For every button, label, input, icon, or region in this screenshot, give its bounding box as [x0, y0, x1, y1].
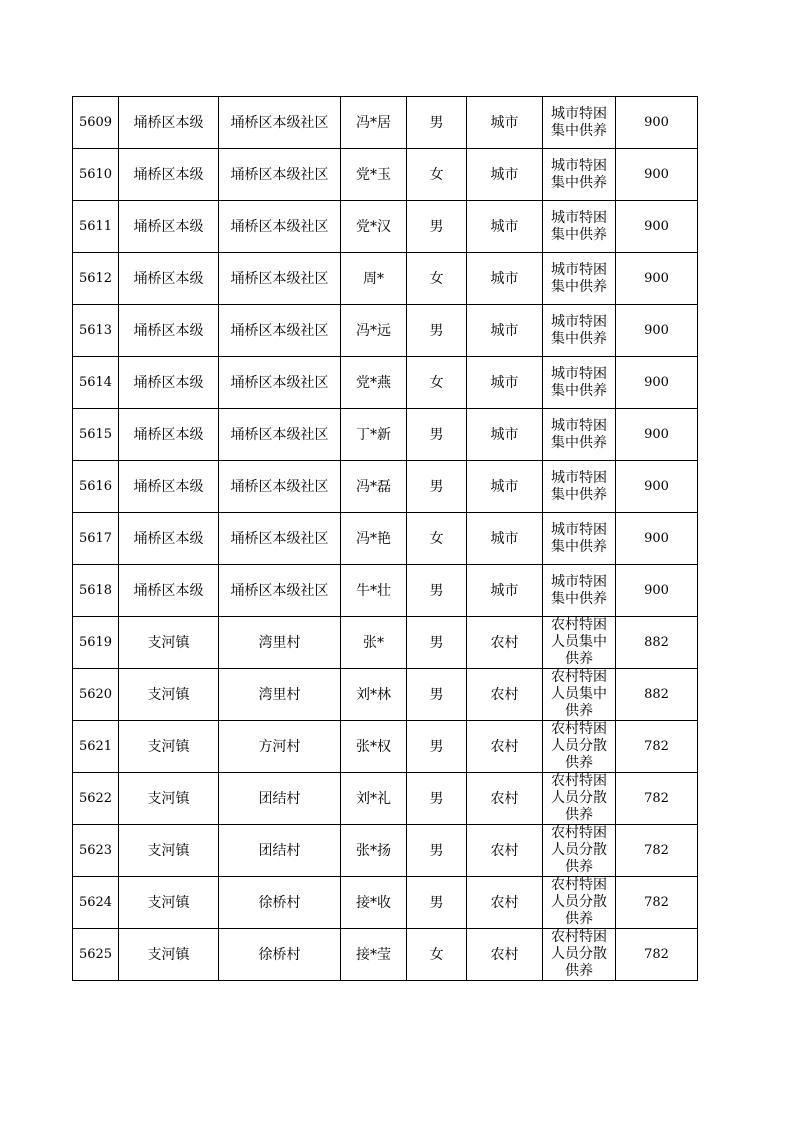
cell-village: 埇桥区本级社区 — [219, 97, 341, 149]
support-type-text: 城市特困集中供养 — [551, 157, 607, 191]
table-row — [73, 97, 698, 149]
cell-gender: 男 — [407, 409, 467, 461]
support-type-text: 城市特困集中供养 — [551, 209, 607, 243]
cell-gender: 男 — [407, 825, 467, 877]
cell-name: 冯*居 — [341, 97, 407, 149]
cell-gender: 女 — [407, 929, 467, 981]
cell-number: 5625 — [73, 929, 119, 981]
cell-village: 湾里村 — [219, 617, 341, 669]
cell-village: 埇桥区本级社区 — [219, 201, 341, 253]
cell-name: 刘*林 — [341, 669, 407, 721]
support-type-text: 农村特困人员集中供养 — [551, 669, 607, 719]
cell-town: 埇桥区本级 — [119, 357, 219, 409]
cell-village: 埇桥区本级社区 — [219, 461, 341, 513]
cell-support-type — [543, 201, 616, 253]
cell-gender: 男 — [407, 305, 467, 357]
cell-support-type — [543, 565, 616, 617]
cell-name: 冯*磊 — [341, 461, 407, 513]
support-type-text: 农村特困人员分散供养 — [551, 877, 607, 927]
cell-support-type — [543, 617, 616, 669]
cell-town: 支河镇 — [119, 617, 219, 669]
cell-village: 徐桥村 — [219, 877, 341, 929]
cell-area: 农村 — [467, 877, 543, 929]
cell-amount: 900 — [616, 357, 698, 409]
table-row — [73, 513, 698, 565]
cell-name: 接*收 — [341, 877, 407, 929]
cell-gender: 女 — [407, 357, 467, 409]
cell-support-type — [543, 513, 616, 565]
cell-town: 支河镇 — [119, 721, 219, 773]
cell-gender: 男 — [407, 565, 467, 617]
cell-support-type — [543, 409, 616, 461]
cell-town: 埇桥区本级 — [119, 253, 219, 305]
cell-village: 埇桥区本级社区 — [219, 357, 341, 409]
table-row — [73, 565, 698, 617]
cell-name: 接*莹 — [341, 929, 407, 981]
cell-amount: 900 — [616, 461, 698, 513]
cell-town: 支河镇 — [119, 669, 219, 721]
cell-number: 5611 — [73, 201, 119, 253]
support-type-text: 城市特困集中供养 — [551, 469, 607, 503]
cell-number: 5612 — [73, 253, 119, 305]
cell-area: 农村 — [467, 773, 543, 825]
cell-number: 5613 — [73, 305, 119, 357]
cell-gender: 男 — [407, 773, 467, 825]
table-row — [73, 253, 698, 305]
cell-area: 城市 — [467, 201, 543, 253]
cell-amount: 782 — [616, 825, 698, 877]
cell-town: 埇桥区本级 — [119, 149, 219, 201]
cell-village: 湾里村 — [219, 669, 341, 721]
cell-support-type — [543, 669, 616, 721]
support-type-text: 城市特困集中供养 — [551, 573, 607, 607]
cell-number: 5617 — [73, 513, 119, 565]
support-type-text: 农村特困人员分散供养 — [551, 825, 607, 875]
cell-area: 城市 — [467, 565, 543, 617]
table-row — [73, 773, 698, 825]
cell-gender: 男 — [407, 201, 467, 253]
cell-village: 团结村 — [219, 825, 341, 877]
cell-amount: 782 — [616, 929, 698, 981]
cell-area: 农村 — [467, 721, 543, 773]
cell-support-type — [543, 461, 616, 513]
cell-amount: 900 — [616, 253, 698, 305]
support-type-text: 农村特困人员分散供养 — [551, 721, 607, 771]
cell-gender: 男 — [407, 721, 467, 773]
cell-village: 埇桥区本级社区 — [219, 305, 341, 357]
cell-area: 城市 — [467, 305, 543, 357]
cell-number: 5620 — [73, 669, 119, 721]
cell-town: 埇桥区本级 — [119, 97, 219, 149]
support-type-text: 城市特困集中供养 — [551, 313, 607, 347]
table-row — [73, 825, 698, 877]
table-row — [73, 721, 698, 773]
table-row — [73, 409, 698, 461]
cell-town: 支河镇 — [119, 825, 219, 877]
cell-gender: 女 — [407, 513, 467, 565]
cell-name: 党*燕 — [341, 357, 407, 409]
cell-area: 城市 — [467, 149, 543, 201]
cell-amount: 900 — [616, 513, 698, 565]
cell-number: 5609 — [73, 97, 119, 149]
table-row — [73, 617, 698, 669]
cell-name: 张*权 — [341, 721, 407, 773]
cell-area: 农村 — [467, 669, 543, 721]
cell-gender: 男 — [407, 877, 467, 929]
table-row — [73, 149, 698, 201]
cell-amount: 900 — [616, 565, 698, 617]
cell-area: 城市 — [467, 513, 543, 565]
cell-amount: 900 — [616, 409, 698, 461]
cell-name: 周* — [341, 253, 407, 305]
table-row — [73, 877, 698, 929]
cell-area: 城市 — [467, 409, 543, 461]
support-type-text: 城市特困集中供养 — [551, 105, 607, 139]
cell-name: 张*扬 — [341, 825, 407, 877]
cell-village: 埇桥区本级社区 — [219, 409, 341, 461]
cell-name: 冯*艳 — [341, 513, 407, 565]
cell-town: 支河镇 — [119, 929, 219, 981]
cell-amount: 782 — [616, 721, 698, 773]
support-type-text: 城市特困集中供养 — [551, 521, 607, 555]
cell-area: 城市 — [467, 253, 543, 305]
cell-number: 5616 — [73, 461, 119, 513]
cell-village: 方河村 — [219, 721, 341, 773]
cell-name: 党*玉 — [341, 149, 407, 201]
cell-number: 5621 — [73, 721, 119, 773]
cell-amount: 900 — [616, 97, 698, 149]
cell-support-type — [543, 877, 616, 929]
cell-support-type — [543, 357, 616, 409]
cell-area: 城市 — [467, 357, 543, 409]
cell-amount: 900 — [616, 201, 698, 253]
cell-number: 5610 — [73, 149, 119, 201]
cell-number: 5624 — [73, 877, 119, 929]
cell-area: 农村 — [467, 929, 543, 981]
cell-town: 埇桥区本级 — [119, 201, 219, 253]
cell-name: 牛*壮 — [341, 565, 407, 617]
cell-support-type — [543, 305, 616, 357]
cell-name: 党*汉 — [341, 201, 407, 253]
cell-town: 埇桥区本级 — [119, 305, 219, 357]
cell-amount: 900 — [616, 149, 698, 201]
cell-name: 冯*远 — [341, 305, 407, 357]
cell-support-type — [543, 721, 616, 773]
table-row — [73, 669, 698, 721]
table-body — [73, 97, 698, 981]
cell-town: 埇桥区本级 — [119, 461, 219, 513]
cell-number: 5622 — [73, 773, 119, 825]
cell-gender: 男 — [407, 617, 467, 669]
support-type-text: 城市特困集中供养 — [551, 365, 607, 399]
cell-amount: 882 — [616, 617, 698, 669]
cell-number: 5614 — [73, 357, 119, 409]
cell-amount: 882 — [616, 669, 698, 721]
cell-support-type — [543, 929, 616, 981]
cell-number: 5615 — [73, 409, 119, 461]
cell-gender: 男 — [407, 669, 467, 721]
cell-area: 城市 — [467, 461, 543, 513]
cell-support-type — [543, 97, 616, 149]
cell-gender: 女 — [407, 253, 467, 305]
support-type-text: 城市特困集中供养 — [551, 417, 607, 451]
cell-area: 农村 — [467, 825, 543, 877]
cell-village: 埇桥区本级社区 — [219, 513, 341, 565]
cell-village: 团结村 — [219, 773, 341, 825]
cell-amount: 782 — [616, 773, 698, 825]
cell-village: 埇桥区本级社区 — [219, 253, 341, 305]
cell-gender: 女 — [407, 149, 467, 201]
cell-number: 5623 — [73, 825, 119, 877]
cell-number: 5618 — [73, 565, 119, 617]
cell-support-type — [543, 149, 616, 201]
cell-town: 支河镇 — [119, 773, 219, 825]
cell-name: 丁*新 — [341, 409, 407, 461]
cell-area: 城市 — [467, 97, 543, 149]
cell-amount: 900 — [616, 305, 698, 357]
cell-number: 5619 — [73, 617, 119, 669]
cell-town: 支河镇 — [119, 877, 219, 929]
table-row — [73, 201, 698, 253]
cell-name: 张* — [341, 617, 407, 669]
cell-support-type — [543, 253, 616, 305]
cell-gender: 男 — [407, 461, 467, 513]
cell-support-type — [543, 825, 616, 877]
table-row — [73, 461, 698, 513]
cell-village: 埇桥区本级社区 — [219, 149, 341, 201]
cell-town: 埇桥区本级 — [119, 409, 219, 461]
cell-area: 农村 — [467, 617, 543, 669]
cell-town: 埇桥区本级 — [119, 565, 219, 617]
cell-village: 埇桥区本级社区 — [219, 565, 341, 617]
support-type-text: 城市特困集中供养 — [551, 261, 607, 295]
relief-roster-table — [72, 96, 698, 981]
support-type-text: 农村特困人员分散供养 — [551, 929, 607, 979]
cell-amount: 782 — [616, 877, 698, 929]
table-row — [73, 929, 698, 981]
cell-village: 徐桥村 — [219, 929, 341, 981]
table-row — [73, 357, 698, 409]
cell-gender: 男 — [407, 97, 467, 149]
cell-name: 刘*礼 — [341, 773, 407, 825]
cell-support-type — [543, 773, 616, 825]
cell-town: 埇桥区本级 — [119, 513, 219, 565]
support-type-text: 农村特困人员分散供养 — [551, 773, 607, 823]
support-type-text: 农村特困人员集中供养 — [551, 617, 607, 667]
table-row — [73, 305, 698, 357]
